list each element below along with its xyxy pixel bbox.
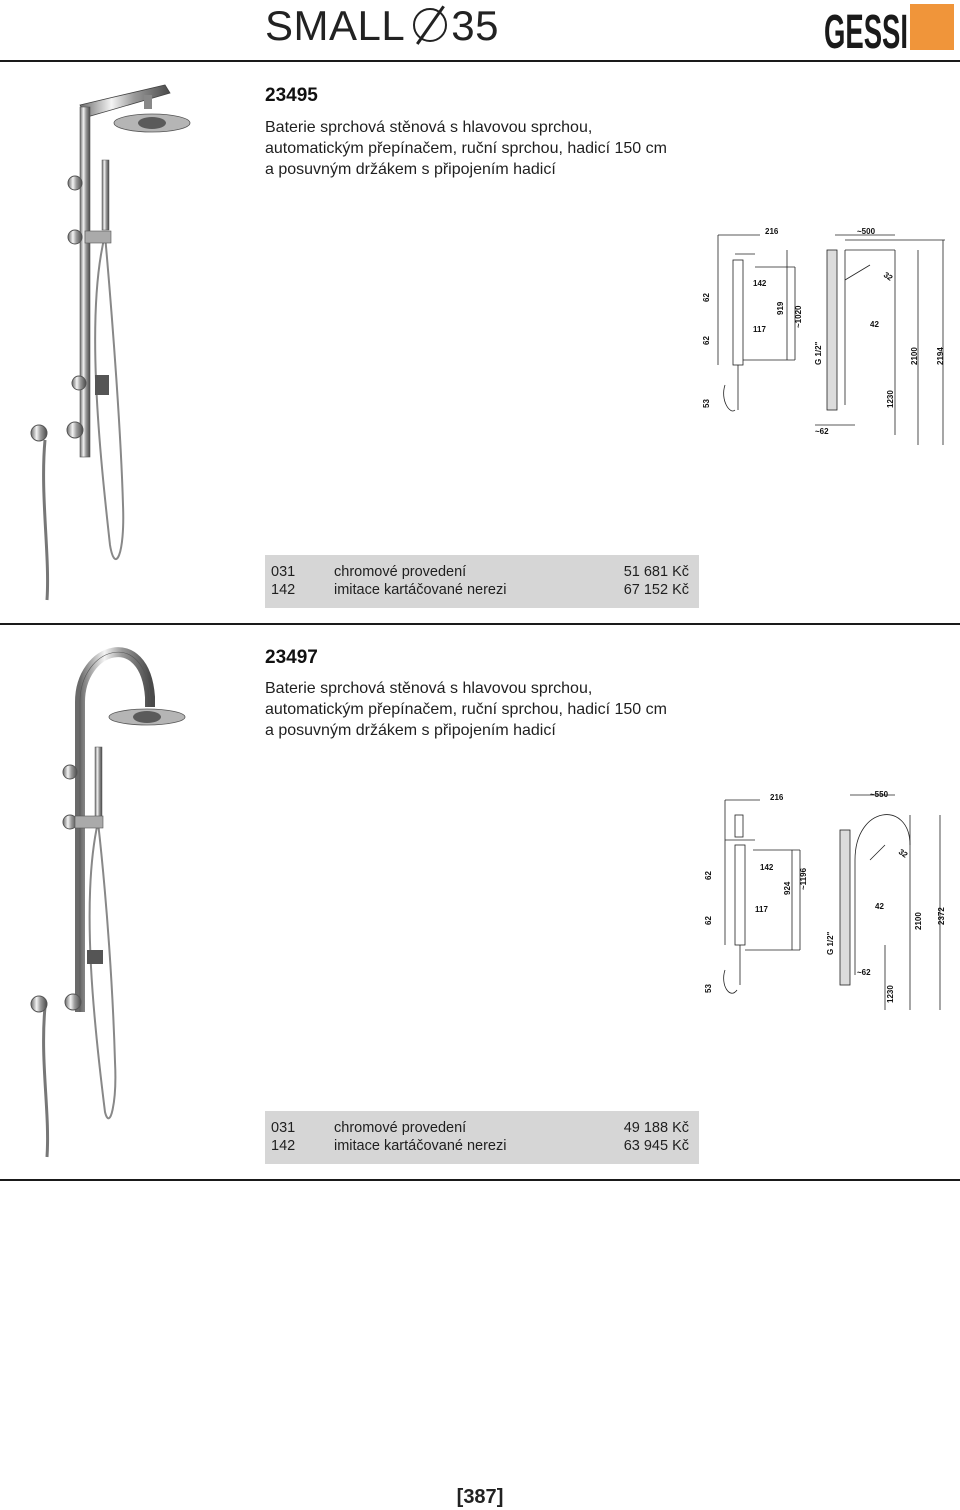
dim-142: 142 [753,279,767,288]
dim-2100: 2100 [914,912,923,930]
dim-1230: 1230 [886,985,895,1003]
brand-logo [822,4,958,52]
dim-1196: ~1196 [799,867,808,890]
dim-142: 142 [760,863,774,872]
product-code: 23497 [265,647,318,668]
logo-text: GESSI [824,6,908,52]
description-line: a posuvným držákem s připojením hadicí [265,161,556,178]
dim-62-mid: 62 [704,916,713,925]
logo-accent [910,4,954,50]
dim-117: 117 [753,325,766,334]
price-row [265,1120,699,1138]
price-table [265,555,699,608]
dim-head-diameter: 216 [765,227,779,236]
section-rule [0,1179,960,1181]
price-table [265,1111,699,1164]
dim-42: 42 [870,320,879,329]
dim-924: 924 [783,881,792,895]
description-line: Baterie sprchová stěnová s hlavovou sprchou, [265,119,593,136]
product-description [265,678,667,741]
variant-name: imitace kartáčované nerezi [334,582,507,598]
variant-price: 67 152 Kč [623,582,689,598]
variant-code: 142 [271,1138,296,1154]
bracket-right-icon: ] [496,1486,504,1508]
page-title [265,2,499,50]
dim-1020: ~1020 [794,305,803,328]
dim-head-diameter: 216 [770,793,784,802]
variant-name: chromové provedení [334,1120,467,1136]
title-diameter: 35 [451,2,499,49]
variant-price: 51 681 Kč [623,564,689,580]
variant-code: 031 [271,564,296,580]
technical-drawing [695,220,957,450]
dim-2194: 2194 [936,347,945,365]
variant-price: 63 945 Kč [623,1138,689,1154]
description-line: Baterie sprchová stěnová s hlavovou sprchou, [265,680,593,697]
product-code: 23495 [265,85,318,106]
product-photo [25,632,240,1162]
variant-code: 031 [271,1120,296,1136]
dim-1230: 1230 [886,390,895,408]
technical-drawing [695,785,957,1015]
price-row [265,564,699,582]
dim-32: 32 [896,847,910,860]
dim-thread: G 1/2" [814,341,823,365]
dim-wall-62: ~62 [815,427,829,436]
dim-53: 53 [702,399,711,408]
dim-62-top: 62 [702,293,711,302]
page-number [0,1486,960,1509]
variant-price: 49 188 Kč [623,1120,689,1136]
dim-62-mid: 62 [702,336,711,345]
description-line: automatickým přepínačem, ruční sprchou, hadicí 150 cm [265,140,667,157]
description-line: automatickým přepínačem, ruční sprchou, hadicí 150 cm [265,701,667,718]
variant-name: imitace kartáčované nerezi [334,1138,507,1154]
product-photo [25,75,240,605]
price-row [265,582,699,600]
bracket-left-icon: [ [456,1486,464,1508]
header-rule [0,60,960,62]
dim-thread: G 1/2" [826,931,835,955]
variant-name: chromové provedení [334,564,467,580]
dim-53: 53 [704,984,713,993]
section-rule [0,623,960,625]
price-row [265,1138,699,1156]
dim-projection: ~550 [870,790,889,799]
diameter-icon [413,8,447,42]
dim-62-top: 62 [704,871,713,880]
dim-wall-62: ~62 [857,968,871,977]
dim-32: 32 [881,270,895,283]
dim-2372: 2372 [937,907,946,925]
dim-117: 117 [755,905,768,914]
dim-projection: ~500 [857,227,876,236]
product-description [265,117,667,180]
dim-2100: 2100 [910,347,919,365]
dim-919: 919 [776,301,785,315]
title-series: SMALL [265,2,406,49]
description-line: a posuvným držákem s připojením hadicí [265,722,556,739]
page-number-value: 387 [463,1486,497,1508]
dim-42: 42 [875,902,884,911]
variant-code: 142 [271,582,296,598]
